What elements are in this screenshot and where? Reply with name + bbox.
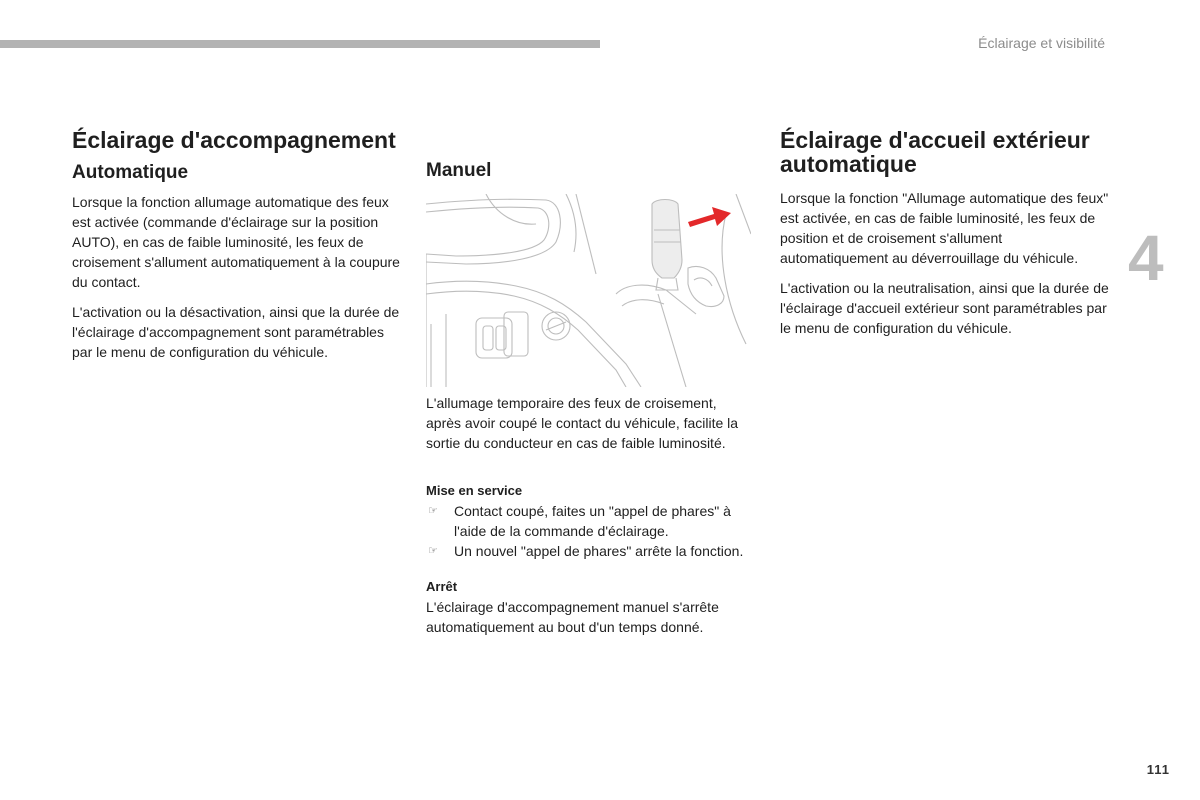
- middle-column: [426, 160, 754, 637]
- left-subtitle-automatique: Automatique: [72, 162, 189, 184]
- right-section-title: Éclairage d'accueil extérieur automatique: [780, 127, 1090, 178]
- section-header-title: Éclairage et visibilité: [978, 35, 1105, 51]
- pointing-hand-icon: ☞: [428, 545, 438, 557]
- left-section-title: Éclairage d'accompagnement: [72, 127, 396, 153]
- mise-en-service-heading: Mise en service: [426, 483, 523, 498]
- page-number: 111: [1146, 762, 1170, 777]
- left-paragraph-2: L'activation ou la désactivation, ainsi que la durée de l'éclairage d'accompagnement sont paramétrables par le menu de configuration du véhicule.: [72, 304, 400, 361]
- list-item: [426, 501, 754, 541]
- right-paragraph-1: Lorsque la fonction "Allumage automatique des feux" est activée, en cas de faible luminosité, les feux de position et de croisement s'allument automatiquement au déverrouillage du véhicule.: [780, 190, 1109, 267]
- pointing-hand-icon: ☞: [428, 505, 438, 517]
- right-paragraph-2: L'activation ou la neutralisation, ainsi que la durée de l'éclairage d'accueil extérieur sont paramétrables par le menu de configuration du véhicule.: [780, 280, 1109, 337]
- list-item: [426, 541, 754, 561]
- lighting-stalk-illustration: [426, 194, 751, 387]
- chapter-number: 4: [1128, 222, 1164, 294]
- left-column: [72, 128, 402, 362]
- mise-en-service-list: [426, 501, 754, 561]
- top-decorative-bar: [0, 40, 600, 48]
- arret-heading: Arrêt: [426, 579, 458, 594]
- list-item-text: Un nouvel "appel de phares" arrête la fonction.: [454, 543, 744, 559]
- middle-intro-paragraph: L'allumage temporaire des feux de croisement, après avoir coupé le contact du véhicule, facilite la sortie du conducteur en cas de faible luminosité.: [426, 395, 739, 451]
- right-column: [780, 128, 1112, 338]
- list-item-text: Contact coupé, faites un "appel de phares" à l'aide de la commande d'éclairage.: [454, 503, 731, 539]
- left-paragraph-1: Lorsque la fonction allumage automatique des feux est activée (commande d'éclairage sur la position AUTO), en cas de faible luminosité, les feux de croisement s'allument automatiquement à la coupure du contact.: [72, 194, 400, 291]
- middle-subtitle-manuel: Manuel: [426, 160, 492, 181]
- arret-paragraph: L'éclairage d'accompagnement manuel s'arrête automatiquement au bout d'un temps donné.: [426, 599, 719, 635]
